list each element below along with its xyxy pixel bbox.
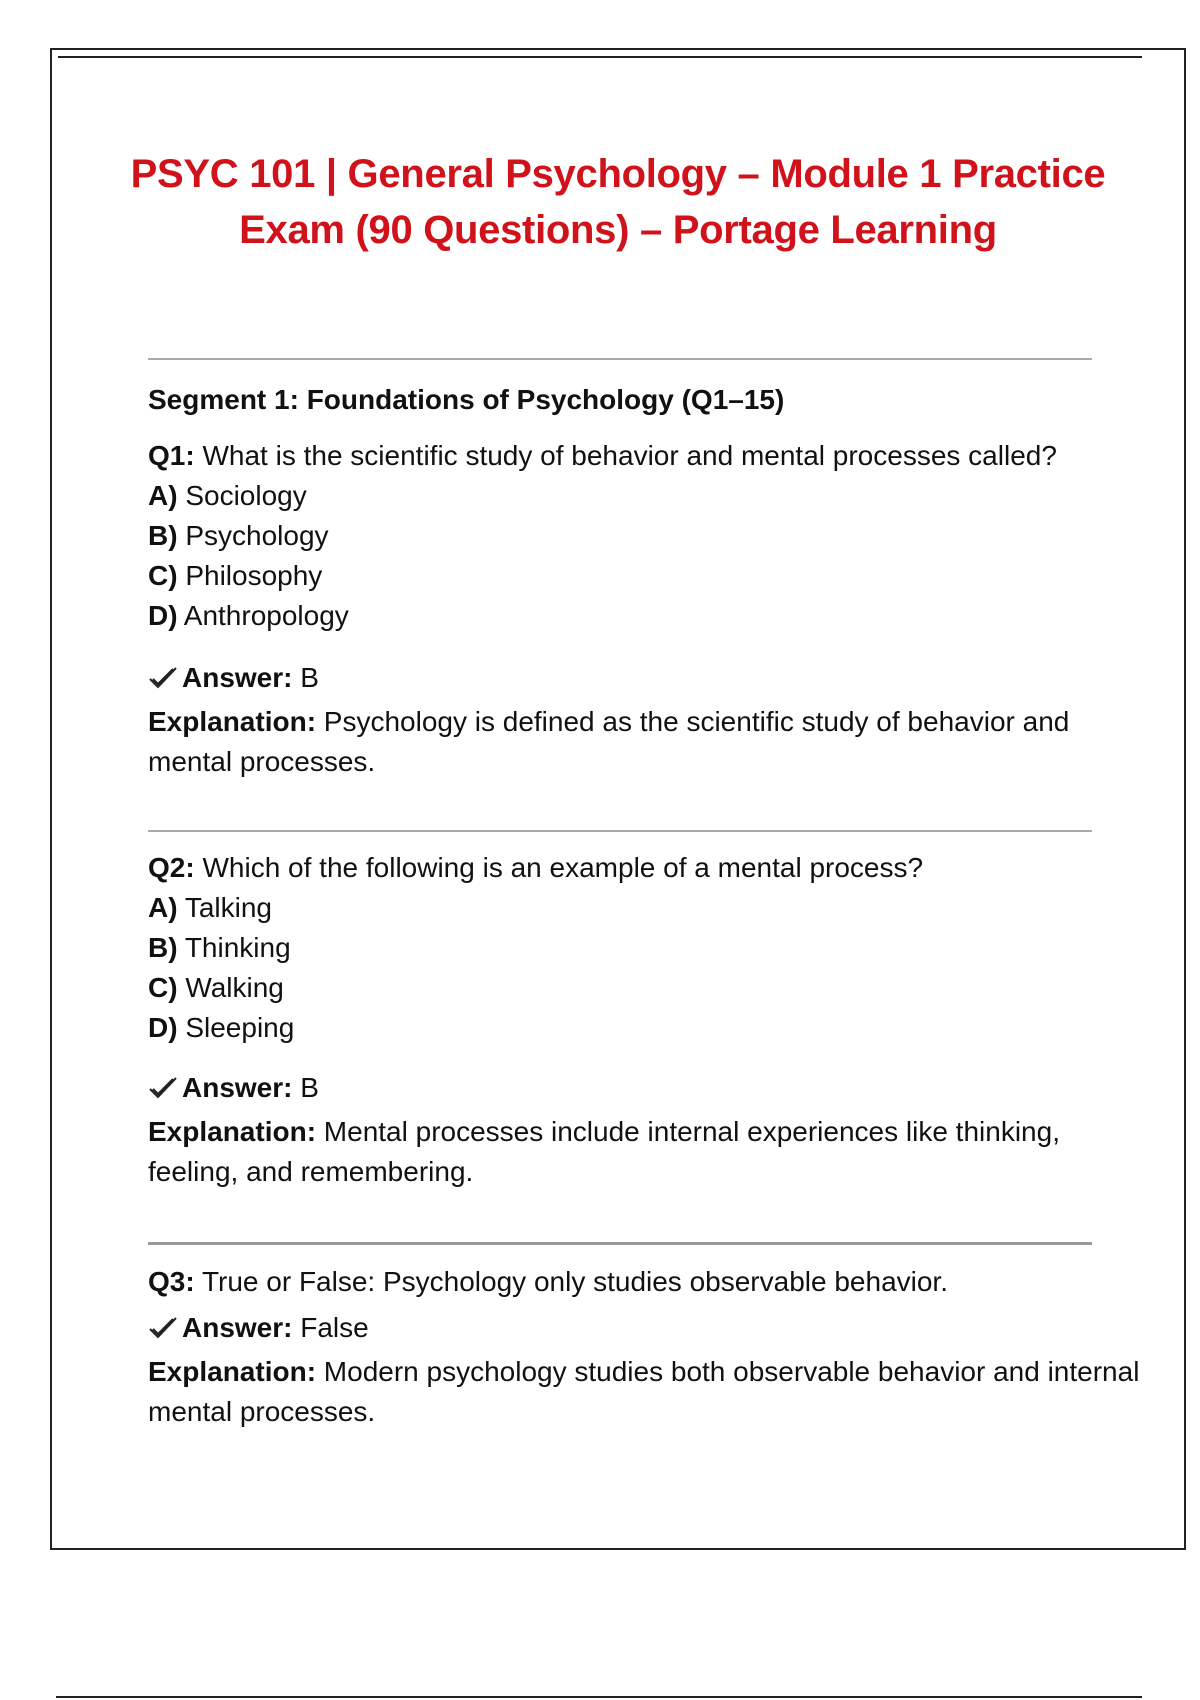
divider	[148, 358, 1092, 360]
answer-label: Answer:	[182, 662, 293, 693]
explanation-line-2: mental processes.	[148, 746, 376, 777]
option-letter: D)	[148, 600, 178, 631]
question-number: Q2:	[148, 852, 195, 883]
explanation-text: Modern psychology studies both observable behavior and internal	[323, 1356, 1140, 1387]
title-line-1: PSYC 101 | General Psychology – Module 1 Practice	[130, 152, 1106, 196]
checkmark-icon	[148, 1072, 182, 1112]
checkmark-icon	[148, 1312, 182, 1352]
explanation-label: Explanation:	[148, 1116, 317, 1147]
answer-label: Answer:	[182, 1072, 293, 1103]
option-letter: C)	[148, 972, 178, 1003]
document-title	[52, 146, 1184, 258]
divider	[148, 1242, 1092, 1245]
checkmark-icon	[148, 662, 182, 702]
question-block-q1	[148, 380, 1148, 782]
option-c	[148, 556, 1148, 596]
explanation-text: Psychology is defined as the scientific study of behavior and	[323, 706, 1070, 737]
option-text: Psychology	[185, 520, 329, 551]
option-letter: A)	[148, 892, 178, 923]
question-block-q2	[148, 848, 1148, 1192]
option-text: Anthropology	[183, 600, 349, 631]
answer-value: B	[300, 1072, 319, 1103]
question-number: Q1:	[148, 440, 195, 471]
option-text: Philosophy	[185, 560, 323, 591]
option-text: Thinking	[184, 932, 291, 963]
option-text: Sociology	[185, 480, 307, 511]
option-a	[148, 888, 1148, 928]
explanation-line-1	[148, 1352, 1148, 1392]
question-prompt: Which of the following is an example of a mental process?	[202, 852, 924, 883]
question-text	[148, 848, 1148, 888]
question-number: Q3:	[148, 1266, 195, 1297]
title-line-2: Exam (90 Questions) – Portage Learning	[239, 208, 997, 252]
explanation-line-1	[148, 702, 1148, 742]
question-prompt: True or False: Psychology only studies observable behavior.	[201, 1266, 948, 1297]
answer-value: B	[300, 662, 319, 693]
option-b	[148, 928, 1148, 968]
explanation-label: Explanation:	[148, 1356, 317, 1387]
option-d	[148, 1008, 1148, 1048]
top-rule	[58, 56, 1142, 58]
option-c	[148, 968, 1148, 1008]
explanation-line-2: feeling, and remembering.	[148, 1156, 474, 1187]
explanation-text: Mental processes include internal experiences like thinking,	[323, 1116, 1060, 1147]
question-text	[148, 1262, 1148, 1302]
answer-line	[148, 1068, 1148, 1112]
option-a	[148, 476, 1148, 516]
option-d	[148, 596, 1148, 636]
question-text	[148, 436, 1148, 476]
segment-heading: Segment 1: Foundations of Psychology (Q1–15)	[148, 384, 785, 415]
option-letter: A)	[148, 480, 178, 511]
option-text: Talking	[184, 892, 272, 923]
question-block-q3	[148, 1262, 1148, 1432]
option-letter: B)	[148, 520, 178, 551]
option-letter: C)	[148, 560, 178, 591]
explanation-label: Explanation:	[148, 706, 317, 737]
question-prompt: What is the scientific study of behavior and mental processes called?	[202, 440, 1057, 471]
option-text: Sleeping	[185, 1012, 295, 1043]
answer-line	[148, 658, 1148, 702]
answer-label: Answer:	[182, 1312, 293, 1343]
divider	[148, 830, 1092, 832]
answer-value: False	[300, 1312, 369, 1343]
option-text: Walking	[185, 972, 284, 1003]
option-letter: D)	[148, 1012, 178, 1043]
explanation-line-1	[148, 1112, 1148, 1152]
option-letter: B)	[148, 932, 178, 963]
footer-rule	[56, 1696, 1142, 1698]
answer-line	[148, 1308, 1148, 1352]
option-b	[148, 516, 1148, 556]
page-frame	[50, 48, 1186, 1550]
explanation-line-2: mental processes.	[148, 1396, 376, 1427]
